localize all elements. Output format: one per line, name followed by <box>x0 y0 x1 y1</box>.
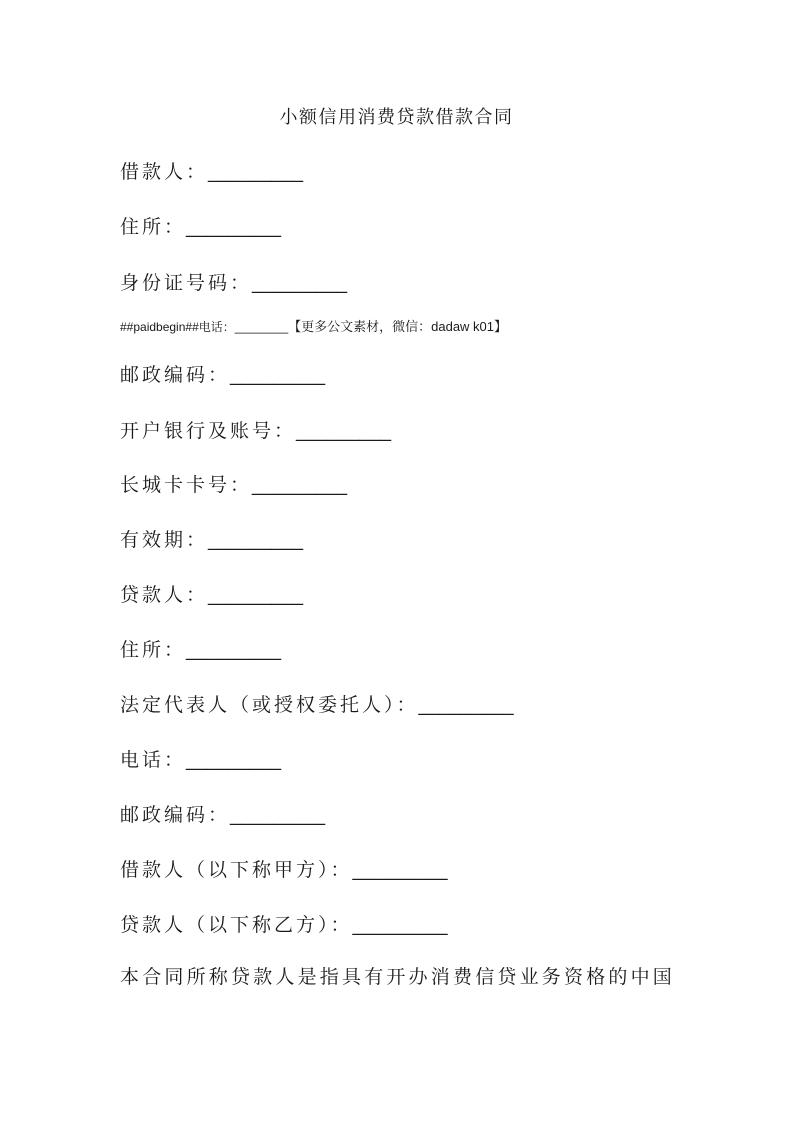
legal-representative-label: 法定代表人（或授权委托人）： <box>120 694 419 716</box>
party-b-label: 贷款人（以下称乙方）： <box>120 914 353 936</box>
lender-address-field <box>120 637 281 664</box>
party-b-field <box>120 912 448 939</box>
party-a-label: 借款人（以下称甲方）： <box>120 859 353 881</box>
lender-label: 贷款人： <box>120 584 209 606</box>
party-a-field <box>120 857 448 884</box>
note-blank: ________ <box>234 320 289 334</box>
lender-postal-code-field <box>120 802 325 829</box>
borrower-field <box>120 159 303 186</box>
validity-label: 有效期： <box>120 529 209 551</box>
bank-account-blank: _________ <box>296 421 392 442</box>
great-wall-card-field <box>120 472 347 499</box>
lender-address-blank: _________ <box>186 640 282 661</box>
lender-postal-code-label: 邮政编码： <box>120 804 231 826</box>
borrower-address-field <box>120 214 281 241</box>
postal-code-field <box>120 362 325 389</box>
watermark-note <box>120 318 507 336</box>
phone-blank: _________ <box>186 750 282 771</box>
id-number-blank: _________ <box>252 273 348 294</box>
id-number-label: 身份证号码： <box>120 272 253 294</box>
body-paragraph: 本合同所称贷款人是指具有开办消费信贷业务资格的中国 <box>120 966 676 988</box>
party-b-blank: _________ <box>352 915 448 936</box>
legal-representative-blank: _________ <box>418 695 514 716</box>
phone-field <box>120 747 281 774</box>
id-number-field <box>120 270 347 297</box>
bank-account-field <box>120 418 391 445</box>
lender-address-label: 住所： <box>120 639 187 661</box>
note-prefix: ##paidbegin##电话： <box>120 320 235 334</box>
great-wall-card-label: 长城卡卡号： <box>120 474 253 496</box>
document-title: 小额信用消费贷款借款合同 <box>279 107 514 128</box>
lender-postal-code-blank: _________ <box>230 805 326 826</box>
borrower-label: 借款人： <box>120 161 209 183</box>
postal-code-label: 邮政编码： <box>120 364 231 386</box>
borrower-address-label: 住所： <box>120 216 187 238</box>
phone-label: 电话： <box>120 749 187 771</box>
postal-code-blank: _________ <box>230 365 326 386</box>
lender-field <box>120 582 303 609</box>
note-wechat: 【更多公文素材，微信：dadaw k01】 <box>288 319 508 334</box>
great-wall-card-blank: _________ <box>252 475 348 496</box>
bank-account-label: 开户银行及账号： <box>120 420 297 442</box>
party-a-blank: _________ <box>352 860 448 881</box>
legal-representative-field <box>120 692 514 719</box>
validity-field <box>120 527 303 554</box>
borrower-blank: _________ <box>208 162 304 183</box>
borrower-address-blank: _________ <box>186 217 282 238</box>
validity-blank: _________ <box>208 530 304 551</box>
lender-blank: _________ <box>208 585 304 606</box>
